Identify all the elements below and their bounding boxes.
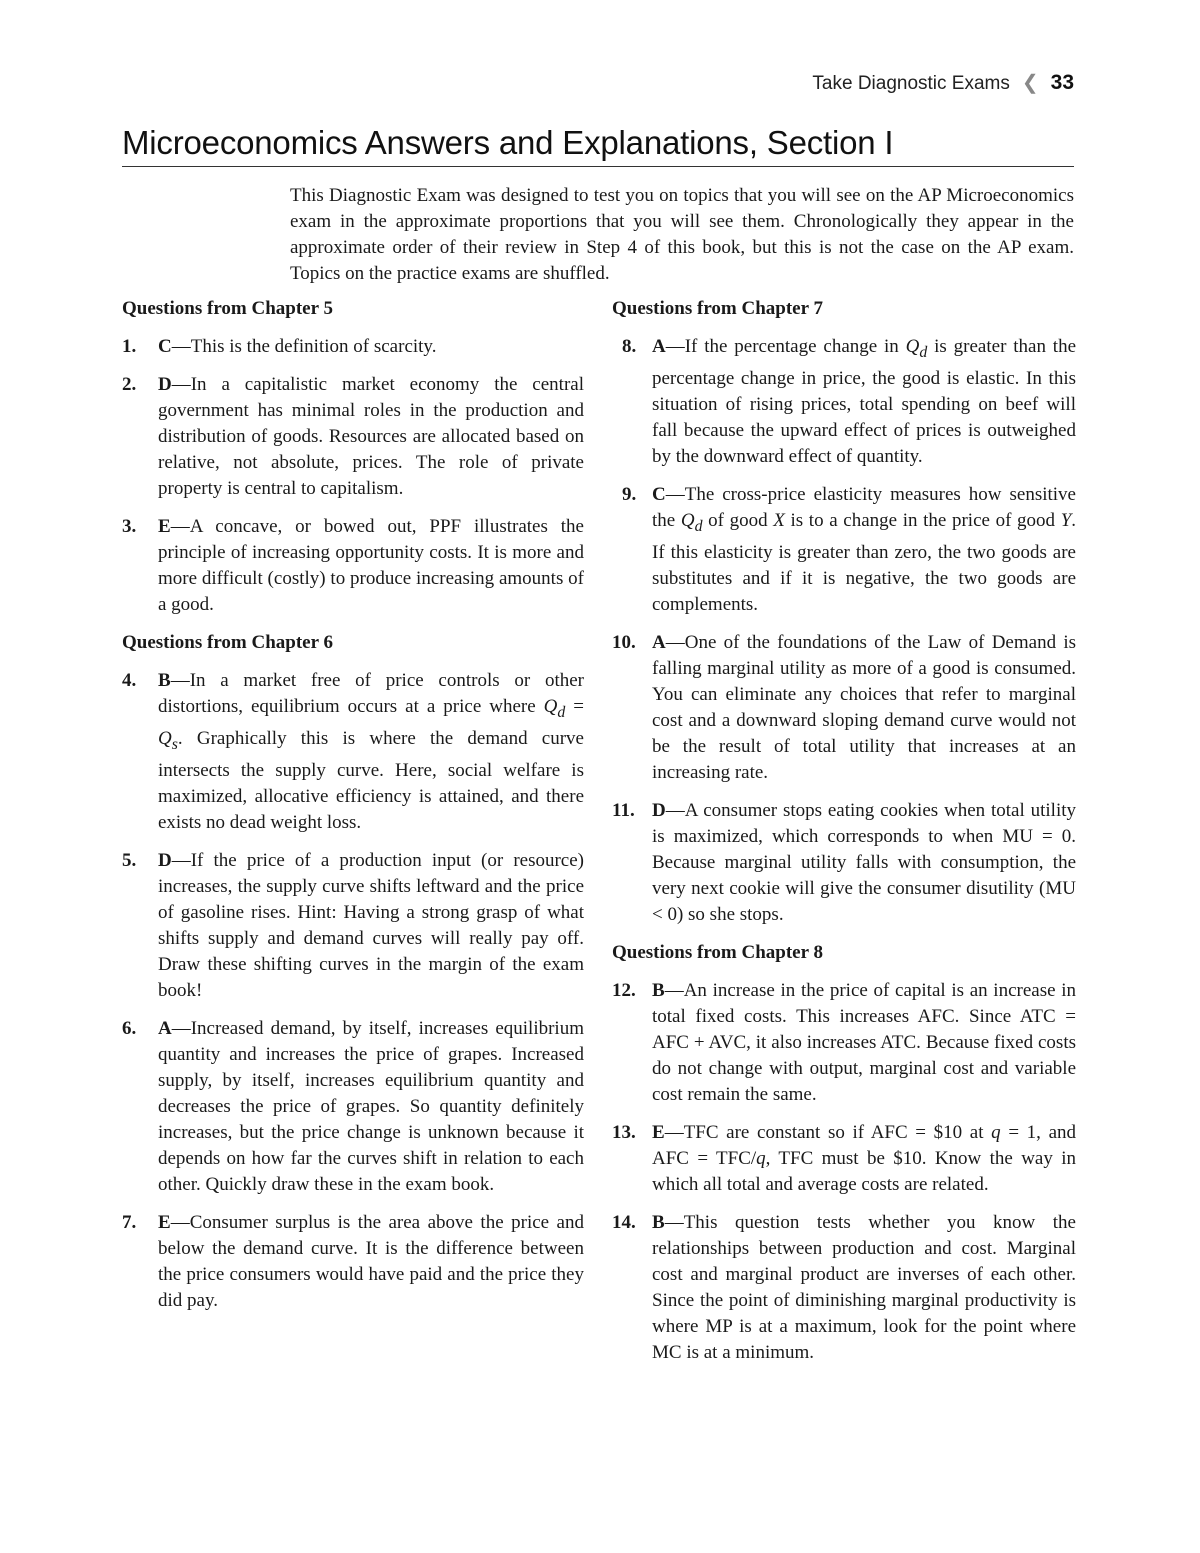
answer-letter: A [158,1017,172,1039]
answer-number: 12. [612,979,636,1001]
answer-letter: D [158,374,172,395]
quantity-symbol: Q [905,336,920,357]
answer-letter: B [158,670,171,691]
answer-explanation-cont: , TFC must be $10. Know the way in which all total and average costs are related. [652,1147,1076,1195]
output-symbol: q [991,1121,1001,1143]
answer-dash: — [171,336,191,357]
answer-letter: E [158,1211,171,1233]
answer-item-13 [612,1120,1076,1198]
answer-item-1 [122,334,584,360]
chapter-8-heading: Questions from Chapter 8 [612,941,823,963]
answer-explanation: If the price of a production input (or resource) increases, the supply curve shifts leftward and the price of gasoline rises. Hint: Having a strong grasp of what shifts supply and demand curves will really pay off. Draw these shifting curves in the margin of the exam book! [158,849,584,1001]
answer-letter: A [652,631,666,653]
running-title: Take Diagnostic Exams [812,73,1010,94]
intro-paragraph: This Diagnostic Exam was designed to test you on topics that you will see on the AP Microeconomics exam in the approximate proportions that you will see them. Chronologically they appear in the approximate order of their review in Step 4 of this book, but this is not the case on the AP exam. Topics on the practice exams are shuffled. [290,185,1074,284]
answer-letter: C [158,336,172,357]
answer-item-6 [122,1016,584,1198]
answer-explanation-cont: is to a change in the price of good [784,509,1061,531]
demand-subscript: d [557,703,566,721]
answer-explanation-cont: = 1, and AFC = TFC/ [652,1121,1076,1169]
quantity-symbol: Q [543,696,558,717]
answer-explanation: If the percentage change in [684,336,906,357]
good-x-symbol: X [773,509,785,531]
answer-number: 14. [612,1211,636,1233]
answer-dash: — [665,799,685,821]
answer-explanation-cont: of good [702,509,774,531]
answer-item-8 [612,334,1076,470]
answer-item-3 [122,514,584,618]
answer-item-12 [612,978,1076,1108]
answer-explanation: In a market free of price controls or other distortions, equilibrium occurs at a price where [158,670,584,717]
answer-item-4 [122,668,584,836]
answer-item-10 [612,630,1076,786]
demand-subscript: d [919,343,928,361]
answer-letter: A [652,336,666,357]
answer-explanation: Consumer surplus is the area above the price and below the demand curve. It is the difference between the price consumers would have paid and the price they did pay. [158,1211,584,1311]
answer-number: 9. [622,483,637,505]
answer-number: 5. [122,849,137,871]
answer-explanation: The cross-price elasticity measures how sensitive the [652,483,1076,531]
demand-subscript: d [694,517,703,535]
chapter-7-heading: Questions from Chapter 7 [612,298,823,319]
answer-dash: — [170,1211,190,1233]
running-head [812,70,1074,95]
answer-item-5 [122,848,584,1004]
answer-dash: — [664,1121,684,1143]
page-number: 33 [1050,71,1074,94]
answer-number: 7. [122,1211,137,1233]
answer-number: 2. [122,374,137,395]
answer-number: 4. [122,670,137,691]
answer-number: 10. [612,631,636,653]
answer-dash: — [664,1211,684,1233]
answer-letter: E [158,516,171,537]
answer-dash: — [171,849,191,871]
answer-explanation-cont: . If this elasticity is greater than zero, the two goods are substitutes and if it is negative, the two goods are complements. [652,509,1077,615]
answer-number: 1. [122,336,137,357]
answer-explanation-cont: is greater than the percentage change in price, the good is elastic. In this situation of rising prices, total spending on beef will fall because the upward effect of prices is outweighed by the downward effect of quantity. [652,336,1076,467]
answer-letter: D [158,849,172,871]
answer-number: 3. [122,516,137,537]
answer-explanation: An increase in the price of capital is an increase in total fixed costs. This increases AFC. Since ATC = AFC + AVC, it also increases ATC. Because fixed costs do not change with output, marginal cost and variable cost remain the same. [652,979,1076,1105]
equals-sign: = [565,696,584,717]
answer-dash: — [665,336,685,357]
answer-explanation: In a capitalistic market economy the central government has minimal roles in the production and distribution of goods. Resources are allocated based on relative, not absolute, prices. The role of private property is central to capitalism. [158,374,584,499]
answer-dash: — [171,1017,191,1039]
output-symbol: q [756,1147,766,1169]
quantity-symbol: Q [680,509,695,531]
supply-subscript: s [171,735,178,753]
answer-item-9 [612,482,1076,618]
answer-number: 8. [622,336,637,357]
answer-explanation: A concave, or bowed out, PPF illustrates the principle of increasing opportunity costs. It is more and more difficult (costly) to produce increasing amounts of a good. [158,516,584,615]
answer-item-14 [612,1210,1076,1366]
chevron-left-icon: ❮ [1021,72,1039,94]
answer-dash: — [664,979,684,1001]
answer-number: 13. [612,1121,636,1143]
answer-letter: D [652,799,666,821]
answer-letter: C [652,483,666,505]
left-column [122,296,584,1326]
answer-explanation: A consumer stops eating cookies when total utility is maximized, which corresponds to when MU = 0. Because marginal utility falls with consumption, the very next cookie will give the consumer disutility (MU < 0) so she stops. [652,799,1076,925]
answer-number: 11. [612,799,635,821]
section-title: Microeconomics Answers and Explanations, Section I [122,124,1074,167]
answer-explanation-cont: . Graphically this is where the demand curve intersects the supply curve. Here, social welfare is maximized, allocative efficiency is attained, and there exists no dead weight loss. [158,727,584,833]
answer-explanation: Increased demand, by itself, increases equilibrium quantity and increases the price of grapes. Increased supply, by itself, increases equilibrium quantity and decreases the price of grapes. So quantity definitely increases, but the price change is unknown because it depends on how far the curves shift in relation to each other. Quickly draw these in the exam book. [158,1017,584,1195]
quantity-symbol: Q [158,727,172,749]
chapter-6-heading: Questions from Chapter 6 [122,632,333,653]
answer-explanation: This question tests whether you know the relationships between production and cost. Marginal cost and marginal product are inverses of each other. Since the point of diminishing marginal productivity is where MP is at a maximum, look for the point where MC is at a minimum. [652,1211,1076,1363]
answer-item-11 [612,798,1076,928]
answer-explanation: TFC are constant so if AFC = $10 at [683,1121,992,1143]
answer-dash: — [170,516,190,537]
answer-item-2 [122,372,584,502]
answer-number: 6. [122,1017,137,1039]
answer-explanation: This is the definition of scarcity. [190,336,437,357]
answer-dash: — [665,631,685,653]
answer-dash: — [170,670,190,691]
right-column [612,296,1076,1378]
good-y-symbol: Y [1060,509,1072,531]
answer-letter: B [652,1211,665,1233]
answer-dash: — [665,483,685,505]
answer-letter: E [652,1121,665,1143]
chapter-5-heading: Questions from Chapter 5 [122,298,333,319]
answer-dash: — [171,374,191,395]
answer-item-7 [122,1210,584,1314]
answer-letter: B [652,979,665,1001]
answer-explanation: One of the foundations of the Law of Demand is falling marginal utility as more of a good is consumed. You can eliminate any choices that refer to marginal cost and a downward sloping demand curve would not be the result of total utility that increases at an increasing rate. [652,631,1076,783]
